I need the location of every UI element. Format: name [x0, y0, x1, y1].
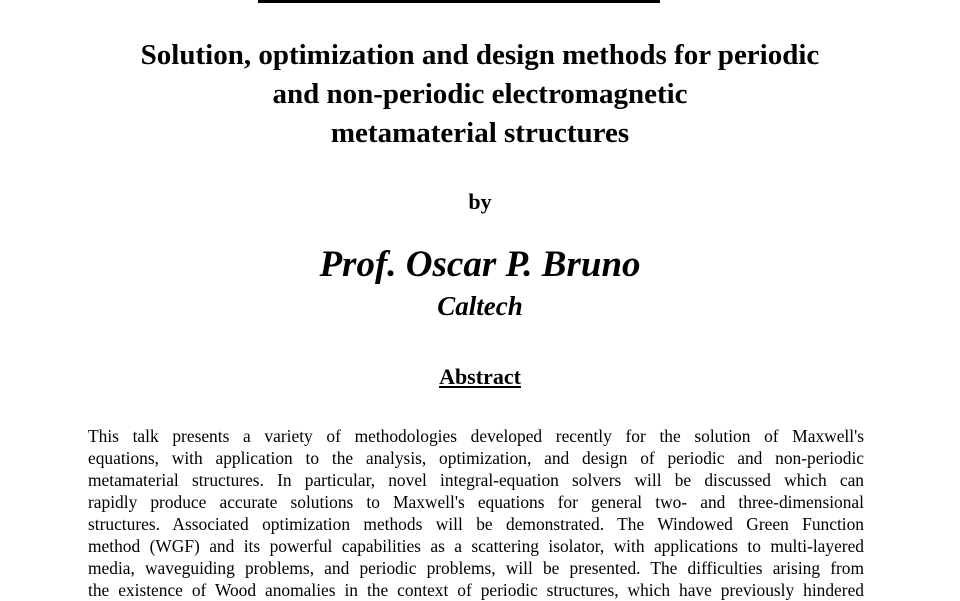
by-label: by	[468, 189, 492, 214]
title-line-3: metamaterial structures	[330, 117, 630, 149]
title-line-1: Solution, optimization and design methods for periodic	[140, 39, 820, 71]
abstract-line: media, waveguiding problems, and periodic problems, will be presented. The difficulties arising from	[88, 558, 864, 578]
abstract-heading: Abstract	[439, 364, 521, 389]
abstract-line: metamaterial structures. In particular, novel integral-equation solvers will be discussed which can	[88, 470, 864, 490]
page-title	[0, 36, 960, 153]
title-line-2: and non-periodic electromagnetic	[272, 78, 688, 110]
top-rule	[258, 0, 660, 3]
abstract-line: rapidly produce accurate solutions to Maxwell's equations for general two- and three-dimensional	[88, 492, 864, 512]
abstract-line: method (WGF) and its powerful capabilities as a scattering isolator, with applications to multi-layered	[88, 536, 864, 556]
author-name: Prof. Oscar P. Bruno	[319, 244, 641, 285]
abstract-line: the existence of Wood anomalies in the context of periodic structures, which have previously hindered	[88, 580, 864, 600]
abstract-body	[88, 425, 864, 601]
abstract-line: This talk presents a variety of methodologies developed recently for the solution of Maxwell's	[88, 426, 864, 446]
author-affiliation: Caltech	[437, 291, 523, 321]
abstract-line: structures. Associated optimization methods will be demonstrated. The Windowed Green Function	[88, 514, 864, 534]
abstract-line: equations, with application to the analysis, optimization, and design of periodic and non-periodic	[88, 448, 864, 468]
